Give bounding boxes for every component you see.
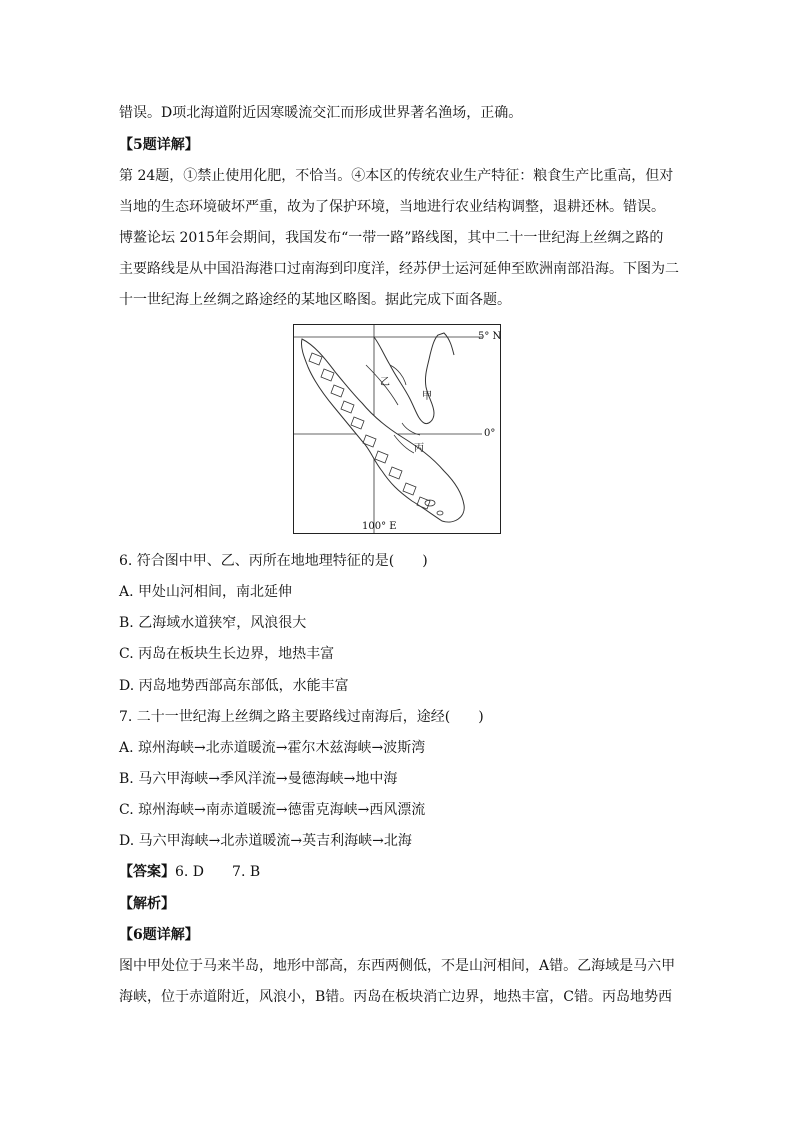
answer-line — [119, 862, 260, 882]
region-map — [293, 324, 501, 534]
map-drawing — [294, 325, 500, 533]
map-label-bing: 丙 — [414, 443, 424, 454]
map-label-jia: 甲 — [422, 391, 432, 402]
option-c: C. 琼州海峡→南赤道暖流→德雷克海峡→西风漂流 — [119, 802, 426, 818]
text-line: 错误。D项北海道附近因寒暖流交汇而形成世界著名渔场，正确。 — [119, 105, 523, 121]
question-stem: 7. 二十一世纪海上丝绸之路主要路线过南海后，途经( ) — [119, 709, 484, 725]
text-line: 十一世纪海上丝绸之路途经的某地区略图。据此完成下面各题。 — [119, 292, 511, 308]
option-c: C. 丙岛在板块生长边界，地热丰富 — [119, 646, 335, 662]
latitude-label-equator: 0° — [484, 428, 496, 439]
option-b: B. 马六甲海峡→季风洋流→曼德海峡→地中海 — [119, 771, 398, 787]
text-line: 博鳌论坛 2015年会期间，我国发布“一带一路”路线图，其中二十一世纪海上丝绸之路的 — [119, 230, 664, 246]
longitude-label-100e: 100° E — [362, 521, 397, 532]
option-a: A. 甲处山河相间，南北延伸 — [119, 584, 293, 600]
coast-detail — [390, 365, 406, 385]
text-line: 图中甲处位于马来半岛，地形中部高，东西两侧低，不是山河相间，A错。乙海域是马六甲 — [119, 958, 676, 974]
answer-text: 6. D 7. B — [175, 864, 261, 880]
text-line: 第 24题，①禁止使用化肥，不恰当。④本区的传统农业生产特征：粮食生产比重高，但对 — [119, 168, 674, 184]
map-label-yi: 乙 — [380, 377, 390, 388]
question-stem: 6. 符合图中甲、乙、丙所在地地理特征的是( ) — [119, 553, 428, 569]
section-heading-q6: 【6题详解】 — [119, 927, 199, 943]
latitude-label-5n: 5° N — [478, 331, 502, 342]
option-a: A. 琼州海峡→北赤道暖流→霍尔木兹海峡→波斯湾 — [119, 740, 426, 756]
option-b: B. 乙海域水道狭窄，风浪很大 — [119, 615, 307, 631]
answer-tag: 【答案】 — [119, 864, 175, 880]
island — [437, 511, 443, 515]
text-line: 主要路线是从中国沿海港口过南海到印度洋，经苏伊士运河延伸至欧洲南部沿海。下图为二 — [119, 261, 679, 277]
option-d: D. 马六甲海峡→北赤道暖流→英吉利海峡→北海 — [119, 833, 412, 849]
sumatra-outline — [301, 339, 464, 522]
analysis-heading: 【解析】 — [119, 896, 175, 912]
section-heading-q5: 【5题详解】 — [119, 137, 199, 153]
text-line: 当地的生态环境破坏严重，故为了保护环境，当地进行农业结构调整，退耕还林。错误。 — [119, 199, 665, 215]
text-line: 海峡，位于赤道附近，风浪小，B错。丙岛在板块消亡边界，地热丰富，C错。丙岛地势西 — [119, 989, 672, 1005]
river — [402, 423, 420, 435]
option-d: D. 丙岛地势西部高东部低，水能丰富 — [119, 678, 349, 694]
